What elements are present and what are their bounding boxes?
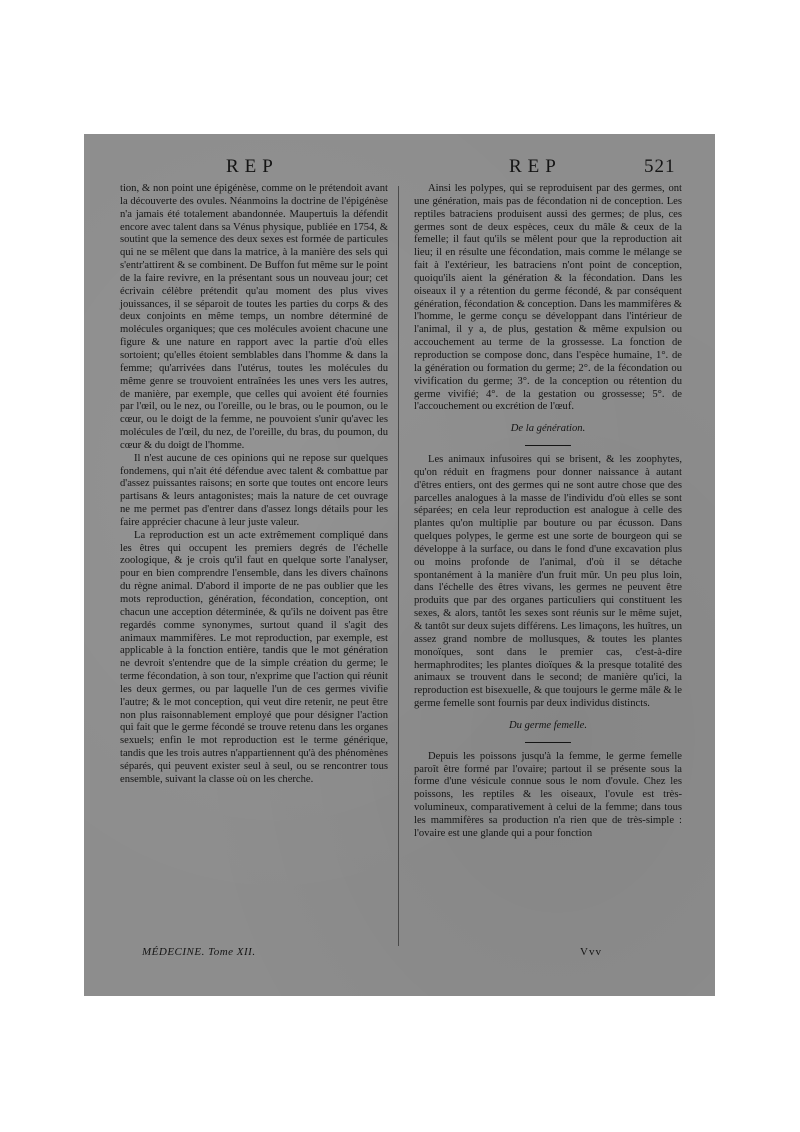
running-header — [84, 156, 715, 186]
section-rule — [525, 445, 571, 446]
page-number: 521 — [644, 156, 676, 177]
right-paragraph-1: Ainsi les polypes, qui se reproduisent par des germes, ont une génération, mais pas de fécondation ni de conception. Les reptiles batraciens produisent aussi des germes; de plus, ces germes sont de deux espèces, ceux du mâle & ceux de la femelle; il faut qu'ils se mêlent pour que la reproduction ait lieu; il en résulte une fécondation, mais comme le mélange se fait à l'extérieur, les batraciens n'ont point de conception, quoiqu'ils aient la génération & la fécondation. Dans les oiseaux il y a rétention du germe fécondé, & par conséquent génération, fécondation & conception. Dans les mammifères & l'homme, le germe conçu se développant dans l'intérieur de l'animal, il y a, de plus, gestation & même expulsion ou accouchement au terme de la grossesse. La fonction de reproduction se compose donc, dans l'espèce humaine, 1°. de la génération ou formation du germe; 2°. de la fécondation ou vivification du germe; 3°. de la conception ou rétention du germe vivifié; 4°. de la gestation ou grossesse; 5°. de l'accouchement ou excrétion de l'œuf. — [414, 183, 682, 413]
footer-signature: Vvv — [580, 946, 602, 958]
header-left: REP — [226, 156, 279, 177]
right-column — [414, 183, 682, 841]
left-paragraph-1: tion, & non point une épigénèse, comme on le prétendoit avant la découverte des ovules. Néanmoins la doctrine de l'épigénèse n'a jamais été totalement abandonnée. Maupertuis la défendit encore avec talent dans sa Vénus physique, publiée en 1754, & soutint que la semence des deux sexes est formée de particules qui ne se mêlent que dans la matrice, à la manière des sels qui s'entr'attirent & se combinent. De Buffon fut même sur le point de la faire revivre, en la présentant sous un nouveau jour; cet écrivain célèbre prétendit qu'au moment des plus vives jouissances, il se séparoit de toutes les parties du corps & des deux conjoints en même temps, un nombre déterminé de molécules organiques; que ces molécules avoient chacune une figure & une nature en rapport avec la partie d'où elles sortoient; qu'elles étoient semblables dans l'homme & dans la femme; qu'arrivées dans l'utérus, toutes les molécules du même genre se trouvoient entraînées les unes vers les autres, de manière, par exemple, que celles qui avoient été fournies par l'œil, ou le nez, ou l'oreille, ou le bras, ou le poumon, ou le cœur, ou le doigt de la femme, ne pouvoient s'unir qu'avec les molécules de l'œil, du nez, de l'oreille, du bras, du poumon, du cœur & du doigt de l'homme. — [120, 183, 388, 451]
left-paragraph-3: La reproduction est un acte extrêmement compliqué dans les êtres qui occupent les premiers degrés de l'échelle zoologique, & je crois qu'il faut en quelque sorte l'analyser, pour en bien comprendre l'ensemble, dans les divers chaînons du règne animal. D'abord il importe de ne pas oublier que les mots reproduction, génération, fécondation, conception, ont chacun une acception déterminée, & qu'ils ne doivent pas être regardés comme synonymes, surtout quand il s'agit des animaux mammifères. Le mot reproduction, par exemple, est applicable à la fonction entière, tandis que le mot génération ne devroit s'entendre que de la simple création du germe; le terme fécondation, à son tour, n'exprime que l'action qui réunit les deux germes, ou par laquelle l'un de ces germes vivifie l'autre; & le mot conception, qui veut dire retenir, ne peut être non plus raisonnablement employé que pour désigner l'action qui fait que le germe fécondé se trouve retenu dans les organes sexuels; enfin le mot reproduction est le terme générique, tandis que les trois autres n'appartiennent qu'à des phénomènes séparés, qui peuvent exister seul à seul, ou se rencontrer tous ensemble, suivant la classe où on les cherche. — [120, 529, 388, 785]
header-right: REP — [509, 156, 562, 177]
left-paragraph-2: Il n'est aucune de ces opinions qui ne repose sur quelques fondemens, qui n'ait été défendue avec talent & combattue par d'assez puissantes raisons; en sorte que toutes ont encore leurs partisans & leurs antagonistes; mais la nature de cet ouvrage ne me permet pas d'entrer dans d'assez longs détails pour les faire apprécier chacune à leur juste valeur. — [120, 452, 388, 528]
scanned-page — [84, 134, 715, 996]
section-title-germe-femelle: Du germe femelle. — [509, 719, 587, 731]
right-paragraph-2: Les animaux infusoires qui se brisent, & les zoophytes, qu'on réduit en fragmens pour donner naissance à autant d'êtres entiers, ont des germes qui ne sont autre chose que des parcelles analogues à la masse de l'individu d'où elles se sont séparées; en cela leur reproduction est analogue à celle des plantes qu'on multiplie par bouture ou par écusson. Dans quelques polypes, le germe est une sorte de bourgeon qui se développe à la surface, ou dans le fond d'une excavation plus ou moins profonde de l'animal, d'où il se détache spontanément à la manière d'un fruit mûr. Un peu plus loin, dans l'échelle des êtres vivans, les germes ne peuvent être produits que par des organes particuliers qui constituent les sexes, & alors, tantôt les sexes sont réunis sur le même sujet, & tantôt sur deux sujets différens. Les limaçons, les huîtres, un assez grand nombre de mollusques, & toutes les plantes monoïques, sont dans le premier cas, c'est-à-dire hermaphrodites; les plantes dioïques & la presque totalité des animaux se trouvent dans le second; de manière qu'ici, la reproduction est bisexuelle, & que toujours le germe mâle & le germe femelle sont fournis par deux individus distincts. — [414, 454, 682, 710]
page-footer — [120, 946, 682, 962]
left-column — [120, 183, 388, 787]
right-paragraph-3: Depuis les poissons jusqu'à la femme, le germe femelle paroît être formé par l'ovaire; partout il se présente sous la forme d'une vésicule connue sous le nom d'ovule. Chez les poissons, les reptiles & les oiseaux, l'ovule est très-volumineux, comparativement à celui de la femme; dans tous les mammifères sa production n'a rien que de très-simple : l'ovaire est une glande qui a pour fonction — [414, 750, 682, 839]
section-title-generation: De la génération. — [510, 423, 586, 435]
column-divider — [398, 186, 399, 946]
footer-volume: MÉDECINE. Tome XII. — [142, 946, 256, 958]
section-rule — [525, 742, 571, 743]
